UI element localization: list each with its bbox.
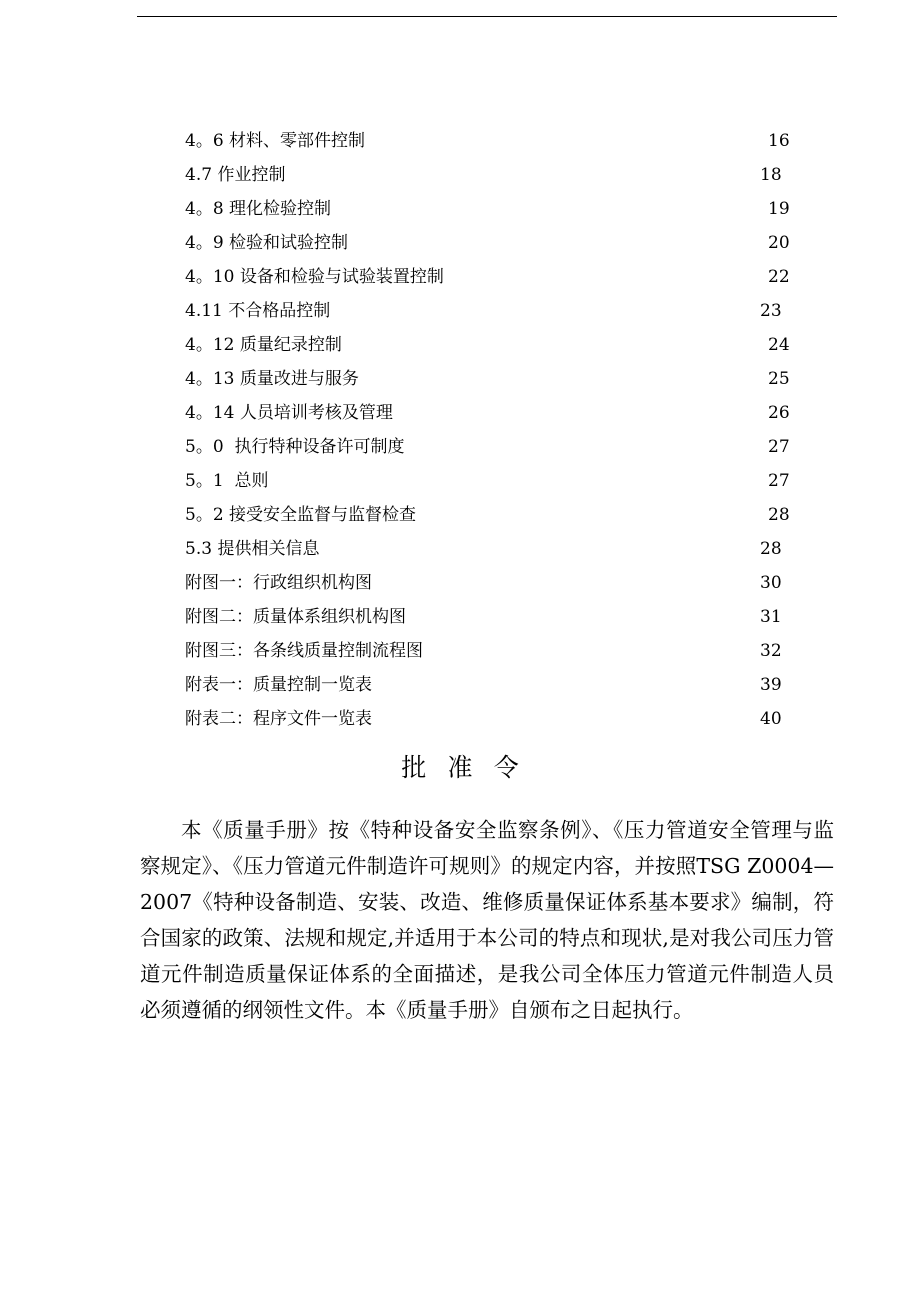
approval-title: 批准令 (401, 753, 540, 782)
toc-entry-page: 32 (760, 641, 782, 661)
toc-entry-page: 28 (760, 539, 782, 559)
toc-entry-page: 16 (768, 131, 790, 151)
approval-body: 本《质量手册》按《特种设备安全监察条例》、《压力管道安全管理与监察规定》、《压力管道元件制造许可规则》的规定内容，并按照TSG Z0004—2007《特种设备制造、安装、改造、维修质量保证体系基本要求》编制，符合国家的政策、法规和规定,并适用于本公司的特点和现状,是对我公司压力管道元件制造质量保证体系的全面描述，是我公司全体压力管道元件制造人员必须遵循的纲领性文件。本《质量手册》自颁布之日起执行。 (140, 818, 834, 1022)
toc-entry-page: 18 (760, 165, 782, 185)
toc-entry[interactable] (0, 364, 920, 398)
toc-entry-label: 附表一：质量控制一览表 (185, 675, 372, 695)
toc-entry-label: 5.3 提供相关信息 (185, 539, 320, 559)
toc-entry-page: 27 (768, 471, 790, 491)
toc-entry[interactable] (0, 670, 920, 704)
toc-entry-label: 附表二：程序文件一览表 (185, 709, 372, 729)
toc-entry-page: 27 (768, 437, 790, 457)
toc-entry-page: 31 (760, 607, 782, 627)
toc-entry-label: 4。14 人员培训考核及管理 (185, 403, 393, 423)
toc-entry[interactable] (0, 636, 920, 670)
toc-entry[interactable] (0, 466, 920, 500)
toc-entry-label: 附图三：各条线质量控制流程图 (185, 641, 423, 661)
toc-entry-label: 附图一：行政组织机构图 (185, 573, 372, 593)
toc-entry[interactable] (0, 704, 920, 738)
toc-entry[interactable] (0, 296, 920, 330)
toc-entry-label: 4.11 不合格品控制 (185, 301, 331, 321)
toc-entry[interactable] (0, 262, 920, 296)
toc-entry[interactable] (0, 228, 920, 262)
toc-entry-page: 19 (768, 199, 790, 219)
toc-entry-page: 28 (768, 505, 790, 525)
toc-entry[interactable] (0, 330, 920, 364)
toc-entry[interactable] (0, 194, 920, 228)
toc-entry-label: 4。13 质量改进与服务 (185, 369, 359, 389)
toc-entry-label: 4。8 理化检验控制 (185, 199, 332, 219)
toc-entry[interactable] (0, 602, 920, 636)
toc-entry-label: 4。10 设备和检验与试验装置控制 (185, 267, 444, 287)
toc-entry-label: 5。0 执行特种设备许可制度 (185, 437, 405, 457)
toc-entry-label: 5。1 总则 (185, 471, 269, 491)
toc-entry-page: 30 (760, 573, 782, 593)
toc-entry[interactable] (0, 398, 920, 432)
toc-entry-page: 20 (768, 233, 790, 253)
header-rule (137, 16, 837, 17)
toc-entry-label: 4。6 材料、零部件控制 (185, 131, 366, 151)
toc-entry-page: 25 (768, 369, 790, 389)
toc-entry-page: 26 (768, 403, 790, 423)
toc-entry[interactable] (0, 534, 920, 568)
toc-entry-label: 附图二：质量体系组织机构图 (185, 607, 406, 627)
toc-entry-page: 39 (760, 675, 782, 695)
table-of-contents (0, 126, 920, 738)
toc-entry-page: 23 (760, 301, 782, 321)
toc-entry[interactable] (0, 432, 920, 466)
toc-entry[interactable] (0, 126, 920, 160)
toc-entry[interactable] (0, 500, 920, 534)
toc-entry[interactable] (0, 568, 920, 602)
toc-entry-page: 22 (768, 267, 790, 287)
toc-entry-page: 24 (768, 335, 790, 355)
toc-entry-label: 4.7 作业控制 (185, 165, 286, 185)
toc-entry[interactable] (0, 160, 920, 194)
toc-entry-label: 4。9 检验和试验控制 (185, 233, 349, 253)
toc-entry-label: 5。2 接受安全监督与监督检查 (185, 505, 417, 525)
toc-entry-page: 40 (760, 709, 782, 729)
toc-entry-label: 4。12 质量纪录控制 (185, 335, 342, 355)
